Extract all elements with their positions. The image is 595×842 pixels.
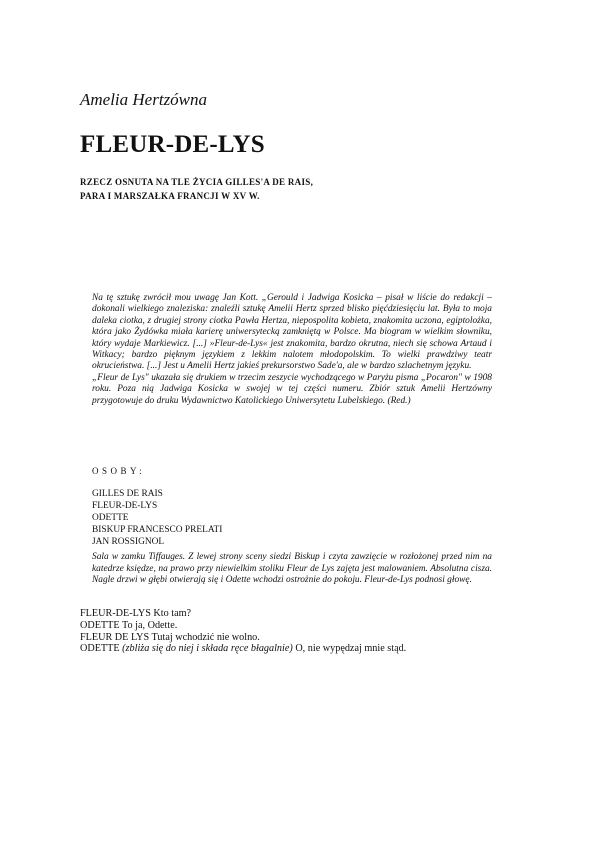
dialogue-line [80,608,520,620]
speaker-name: ODETTE [80,643,120,655]
play-title: FLEUR-DE-LYS [80,131,265,158]
line-text: O, nie wypędzaj mnie stąd. [295,643,407,655]
cast-member: JAN ROSSIGNOL [92,537,165,547]
cast-member: ODETTE [92,513,129,523]
subtitle-line: PARA I MARSZAŁKA FRANCJI W XV W. [80,191,260,201]
speaker-name: ODETTE [80,619,120,631]
dialogue-line [80,632,520,644]
line-text: Tutaj wchodzić nie wolno. [151,631,260,643]
cast-member: FLEUR-DE-LYS [92,501,158,511]
cast-member: GILLES DE RAIS [92,489,163,499]
dialogue [80,608,520,655]
dialogue-line [80,620,520,632]
intro-paragraph: Na tę sztukę zwrócił mou uwagę Jan Kott. „Gerould i Jadwiga Kosicka – pisał w liście do redakcji – dokonali wielkiego znaleziska: znaleźli sztukę Amelii Hertz sprzed blisko pięćdziesięciu lat. Była to moja daleka ciotka, z drugiej strony ciotka Pawła Hertza, niepospolita kobieta, znakomita uczona, egiptolożka, która jako Żydówka miała karierę uniwersytecką zamkniętą w Polsce. Ma biogram w wielkim słowniku, który wydaje Markiewicz. [...] »Fleur-de-Lys« jest znakomita, bardzo okrutna, niech się schowa Artaud i Witkacy; bardzo pięknym językiem z lekkim nalotem młodopolskim. To wielki prawdziwy teatr okrucieństwa. [...] Jest u Amelii Hertz jakieś prekursorstwo Sade'a, ale w bardzo szlachetnym języku. [92,293,492,372]
author-name: Amelia Hertzówna [80,90,208,109]
speaker-name: FLEUR DE LYS [80,631,150,643]
speaker-name: FLEUR-DE-LYS [80,608,151,619]
play-subtitle [80,175,313,203]
line-text: To ja, Odette. [121,619,178,631]
line-text: Kto tam? [153,608,192,619]
cast-member: BISKUP FRANCESCO PRELATI [92,525,223,535]
subtitle-line: RZECZ OSNUTA NA TLE ŻYCIA GILLES'A DE RAIS, [80,177,314,187]
stage-direction: Sala w zamku Tiffauges. Z lewej strony sceny siedzi Biskup i czyta zawzięcie w rozłożonej przed nim na katedrze księdze, na prawo przy niewielkim stoliku Fleur de Lys zajęta jest malowaniem. Absolutna cisza. Nagle drzwi w głębi otwierają się i Odette wchodzi ostrożnie do pokoju. Fleur-de-Lys podnosi głowę. [92,552,492,585]
stage-note: (zbliża się do niej i składa ręce błagalnie) [122,643,293,655]
dialogue-line [80,643,520,655]
editorial-introduction [92,293,492,407]
cast-list [92,488,222,548]
intro-paragraph: „Fleur de Lys" ukazała się drukiem w trzecim zeszycie wychodzącego w Paryżu pisma „Pocaron" w 1908 roku. Poza nią Jadwiga Kosicka w swojej w tej części numeru. Zbiór sztuk Amelii Hertzówny przygotowuje do druku Wydawnictwo Katolickiego Uniwersytetu Lubelskiego. (Red.) [92,372,492,406]
persons-heading: OSOBY: [92,466,146,476]
